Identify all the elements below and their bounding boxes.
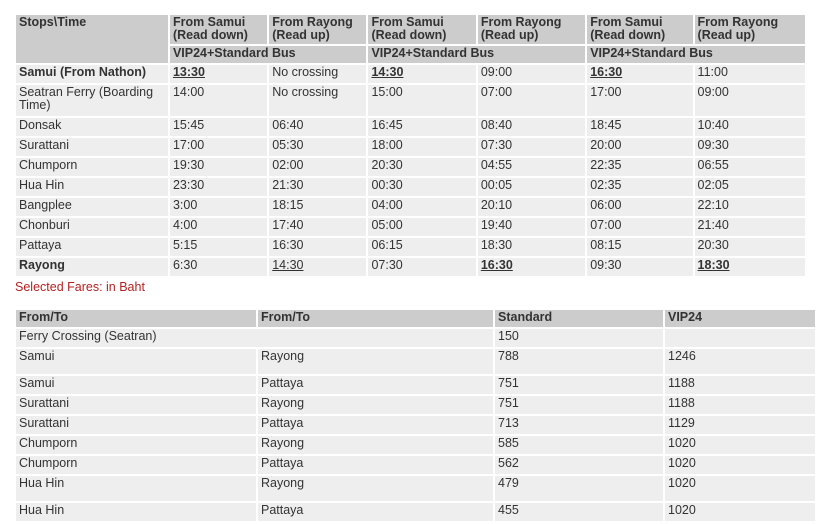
time-link[interactable]: 18:30 xyxy=(695,258,805,276)
time-cell: 6:30 xyxy=(170,258,267,276)
stops-time-header: Stops\Time xyxy=(16,15,168,63)
time-cell: 3:00 xyxy=(170,198,267,216)
fare-row xyxy=(16,396,815,414)
fare-vip: 1020 xyxy=(665,476,815,501)
time-cell: 02:00 xyxy=(269,158,366,176)
time-cell: No crossing xyxy=(269,65,366,83)
time-cell: 07:00 xyxy=(587,218,692,236)
fare-vip: 1020 xyxy=(665,436,815,454)
direction-header: From Rayong (Read up) xyxy=(695,15,805,44)
to-header: From/To xyxy=(258,310,493,327)
time-cell: 17:40 xyxy=(269,218,366,236)
fares-header-row xyxy=(16,310,815,327)
time-cell: 19:30 xyxy=(170,158,267,176)
time-cell: 09:30 xyxy=(695,138,805,156)
time-cell: 5:15 xyxy=(170,238,267,256)
direction-header: From Rayong (Read up) xyxy=(269,15,366,44)
fare-from: Hua Hin xyxy=(16,476,256,501)
fare-standard: 713 xyxy=(495,416,663,434)
time-link[interactable]: 16:30 xyxy=(587,65,692,83)
time-cell: 18:45 xyxy=(587,118,692,136)
fare-from: Surattani xyxy=(16,396,256,414)
direction-header: From Samui (Read down) xyxy=(170,15,267,44)
fare-standard: 751 xyxy=(495,376,663,394)
table-row xyxy=(16,178,805,196)
time-cell: 00:30 xyxy=(368,178,475,196)
fare-row xyxy=(16,436,815,454)
time-cell: 18:30 xyxy=(478,238,585,256)
fare-from: Ferry Crossing (Seatran) xyxy=(16,329,493,347)
fare-from: Hua Hin xyxy=(16,503,256,521)
stop-name: Donsak xyxy=(16,118,168,136)
bus-type-label: VIP24+Standard Bus xyxy=(368,46,585,63)
time-cell: 06:15 xyxy=(368,238,475,256)
from-header: From/To xyxy=(16,310,256,327)
time-link[interactable]: 13:30 xyxy=(170,65,267,83)
fare-to: Pattaya xyxy=(258,376,493,394)
time-cell: 16:30 xyxy=(269,238,366,256)
direction-header: From Samui (Read down) xyxy=(368,15,475,44)
fare-standard: 562 xyxy=(495,456,663,474)
table-row xyxy=(16,258,805,276)
fare-from: Samui xyxy=(16,349,256,374)
time-cell: 06:40 xyxy=(269,118,366,136)
stop-name: Samui (From Nathon) xyxy=(16,65,168,83)
time-cell: 15:45 xyxy=(170,118,267,136)
time-cell: 07:30 xyxy=(478,138,585,156)
fare-to: Pattaya xyxy=(258,416,493,434)
fare-standard: 585 xyxy=(495,436,663,454)
time-link[interactable]: 14:30 xyxy=(269,258,366,276)
time-cell: 00:05 xyxy=(478,178,585,196)
time-link[interactable]: 14:30 xyxy=(368,65,475,83)
time-cell: 19:40 xyxy=(478,218,585,236)
fare-from: Surattani xyxy=(16,416,256,434)
time-cell: 22:35 xyxy=(587,158,692,176)
table-row xyxy=(16,138,805,156)
time-cell: 07:30 xyxy=(368,258,475,276)
time-cell: 04:00 xyxy=(368,198,475,216)
fare-vip: 1246 xyxy=(665,349,815,374)
time-cell: 09:00 xyxy=(695,85,805,116)
fare-standard: 479 xyxy=(495,476,663,501)
fare-to: Rayong xyxy=(258,396,493,414)
fare-from: Chumporn xyxy=(16,436,256,454)
fare-standard: 455 xyxy=(495,503,663,521)
time-cell: 20:30 xyxy=(695,238,805,256)
fare-vip: 1020 xyxy=(665,503,815,521)
fares-table xyxy=(14,308,817,523)
fare-to: Pattaya xyxy=(258,503,493,521)
stop-name: Rayong xyxy=(16,258,168,276)
fare-to: Rayong xyxy=(258,476,493,501)
time-cell: 20:10 xyxy=(478,198,585,216)
fare-vip: 1188 xyxy=(665,376,815,394)
vip-header: VIP24 xyxy=(665,310,815,327)
time-cell: 18:00 xyxy=(368,138,475,156)
time-cell: 07:00 xyxy=(478,85,585,116)
fare-to: Pattaya xyxy=(258,456,493,474)
time-cell: 17:00 xyxy=(170,138,267,156)
fare-standard: 751 xyxy=(495,396,663,414)
time-cell: 02:05 xyxy=(695,178,805,196)
time-cell: 20:30 xyxy=(368,158,475,176)
table-row xyxy=(16,158,805,176)
fare-row xyxy=(16,476,815,501)
fare-row xyxy=(16,456,815,474)
time-link[interactable]: 16:30 xyxy=(478,258,585,276)
stop-name: Pattaya xyxy=(16,238,168,256)
fares-heading: Selected Fares: in Baht xyxy=(15,280,145,294)
fare-vip: 1188 xyxy=(665,396,815,414)
fare-from: Samui xyxy=(16,376,256,394)
bus-type-label: VIP24+Standard Bus xyxy=(170,46,367,63)
schedule-table xyxy=(14,13,807,278)
time-cell: 05:00 xyxy=(368,218,475,236)
time-cell: 04:55 xyxy=(478,158,585,176)
fare-vip: 1020 xyxy=(665,456,815,474)
bus-type-label: VIP24+Standard Bus xyxy=(587,46,805,63)
fare-standard: 788 xyxy=(495,349,663,374)
fare-vip xyxy=(665,329,815,347)
fare-vip: 1129 xyxy=(665,416,815,434)
fare-row xyxy=(16,349,815,374)
time-cell: 20:00 xyxy=(587,138,692,156)
table-row xyxy=(16,85,805,116)
standard-header: Standard xyxy=(495,310,663,327)
time-cell: 22:10 xyxy=(695,198,805,216)
fare-standard: 150 xyxy=(495,329,663,347)
time-cell: 02:35 xyxy=(587,178,692,196)
time-cell: 18:15 xyxy=(269,198,366,216)
fare-from: Chumporn xyxy=(16,456,256,474)
schedule-header-row xyxy=(16,15,805,44)
stop-name: Chonburi xyxy=(16,218,168,236)
table-row xyxy=(16,118,805,136)
time-cell: 14:00 xyxy=(170,85,267,116)
fare-to: Rayong xyxy=(258,349,493,374)
time-cell: 08:15 xyxy=(587,238,692,256)
table-row xyxy=(16,65,805,83)
fare-row xyxy=(16,416,815,434)
time-cell: 15:00 xyxy=(368,85,475,116)
direction-header: From Samui (Read down) xyxy=(587,15,692,44)
fare-row xyxy=(16,329,815,347)
fare-row xyxy=(16,503,815,521)
time-cell: 4:00 xyxy=(170,218,267,236)
time-cell: 06:00 xyxy=(587,198,692,216)
time-cell: 09:00 xyxy=(478,65,585,83)
table-row xyxy=(16,238,805,256)
stop-name: Seatran Ferry (Boarding Time) xyxy=(16,85,168,116)
fare-row xyxy=(16,376,815,394)
time-cell: 08:40 xyxy=(478,118,585,136)
fare-to: Rayong xyxy=(258,436,493,454)
time-cell: 06:55 xyxy=(695,158,805,176)
table-row xyxy=(16,198,805,216)
stop-name: Bangplee xyxy=(16,198,168,216)
time-cell: 17:00 xyxy=(587,85,692,116)
time-cell: 16:45 xyxy=(368,118,475,136)
time-cell: No crossing xyxy=(269,85,366,116)
time-cell: 21:40 xyxy=(695,218,805,236)
stop-name: Hua Hin xyxy=(16,178,168,196)
time-cell: 09:30 xyxy=(587,258,692,276)
direction-header: From Rayong (Read up) xyxy=(478,15,585,44)
time-cell: 23:30 xyxy=(170,178,267,196)
time-cell: 10:40 xyxy=(695,118,805,136)
time-cell: 11:00 xyxy=(695,65,805,83)
time-cell: 05:30 xyxy=(269,138,366,156)
stop-name: Surattani xyxy=(16,138,168,156)
stop-name: Chumporn xyxy=(16,158,168,176)
table-row xyxy=(16,218,805,236)
time-cell: 21:30 xyxy=(269,178,366,196)
